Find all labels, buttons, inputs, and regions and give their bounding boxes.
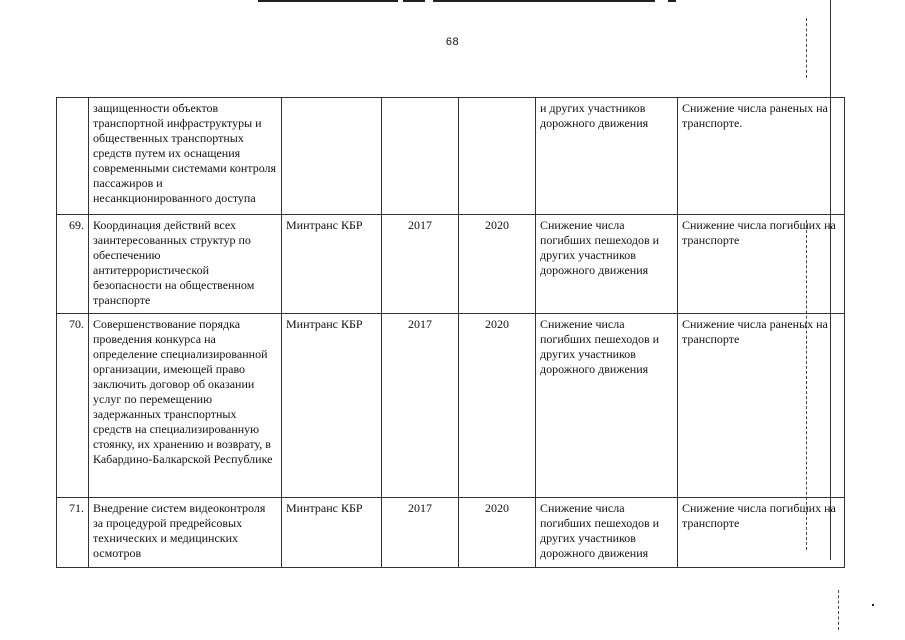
end-year-cell: 2020 <box>459 498 536 568</box>
result-cell: Снижение числа раненых на транспорте. <box>678 98 845 215</box>
activity-cell: Внедрение систем видеоконтроля за процедурой предрейсовых технических и медицинских осмотров <box>89 498 282 568</box>
end-year-cell: 2020 <box>459 215 536 314</box>
result-cell: Снижение числа погибших на транспорте <box>678 498 845 568</box>
result-cell: Снижение числа раненых на транспорте <box>678 314 845 498</box>
row-number: 69. <box>57 215 89 314</box>
end-year-cell <box>459 98 536 215</box>
scan-artifact-dash <box>806 18 807 78</box>
executor-cell: Минтранс КБР <box>282 314 382 498</box>
start-year-cell: 2017 <box>382 498 459 568</box>
executor-cell <box>282 98 382 215</box>
table-row <box>57 215 845 314</box>
scan-artifact-dash <box>838 590 839 630</box>
executor-cell: Минтранс КБР <box>282 498 382 568</box>
page-number: 68 <box>445 36 460 48</box>
table-row <box>57 498 845 568</box>
indicator-cell: Снижение числа погибших пешеходов и других участников дорожного движения <box>536 498 678 568</box>
start-year-cell: 2017 <box>382 314 459 498</box>
row-number: 71. <box>57 498 89 568</box>
activity-cell: Координация действий всех заинтересованных структур по обеспечению антитеррористической безопасности на общественном транспорте <box>89 215 282 314</box>
end-year-cell: 2020 <box>459 314 536 498</box>
start-year-cell <box>382 98 459 215</box>
table-row <box>57 314 845 498</box>
scan-artifact-line <box>668 0 676 2</box>
indicator-cell: Снижение числа погибших пешеходов и других участников дорожного движения <box>536 314 678 498</box>
start-year-cell: 2017 <box>382 215 459 314</box>
table-row <box>57 98 845 215</box>
activity-cell: Совершенствование порядка проведения конкурса на определение специализированной организации, имеющей право заключить договор об оказании услуг по перемещению задержанных транспортных средств на специализированную стоянку, их хранению и возврату, в Кабардино-Балкарской Республике <box>89 314 282 498</box>
document-table <box>56 97 845 568</box>
row-number: 70. <box>57 314 89 498</box>
indicator-cell: и других участников дорожного движения <box>536 98 678 215</box>
scan-speck <box>872 604 874 606</box>
scan-artifact-line <box>258 0 398 2</box>
scan-artifact-line <box>433 0 655 2</box>
result-cell: Снижение числа погибших на транспорте <box>678 215 845 314</box>
row-number <box>57 98 89 215</box>
indicator-cell: Снижение числа погибших пешеходов и других участников дорожного движения <box>536 215 678 314</box>
activity-cell: защищенности объектов транспортной инфраструктуры и общественных транспортных средств путем их оснащения современными системами контроля пассажиров и несанкционированного доступа <box>89 98 282 215</box>
executor-cell: Минтранс КБР <box>282 215 382 314</box>
scan-artifact-line <box>403 0 425 2</box>
